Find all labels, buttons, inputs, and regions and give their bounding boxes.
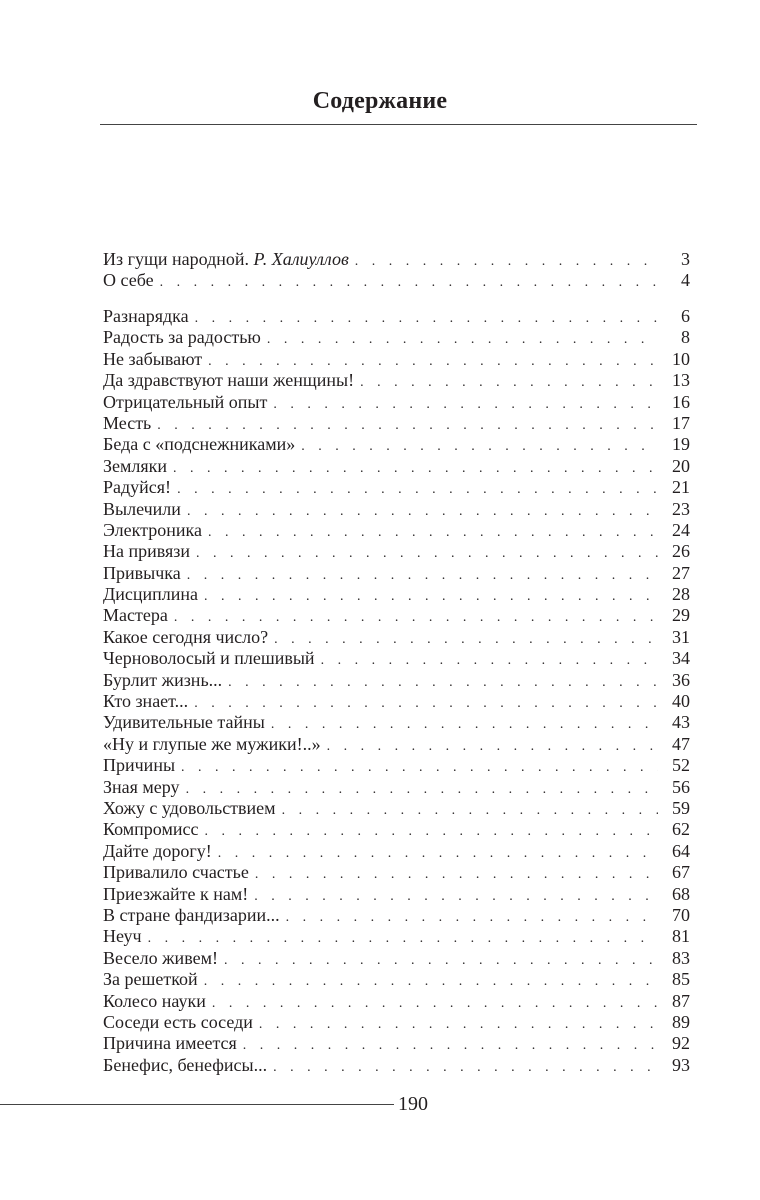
toc-entry-title: В стране фандизарии... [103, 904, 280, 925]
toc-entry-author: Р. Халиуллов [253, 249, 349, 269]
toc-entry-title: Вылечили [103, 498, 181, 519]
toc-entry[interactable] [103, 370, 690, 391]
dot-leader [327, 736, 658, 757]
toc-entry-page: 64 [672, 840, 690, 861]
toc-entry-page: 89 [672, 1011, 690, 1032]
toc-entry[interactable] [103, 905, 690, 926]
dot-leader [204, 586, 658, 607]
toc-entry-page: 87 [672, 990, 690, 1011]
toc-entry-title [103, 249, 355, 270]
dot-leader [267, 329, 658, 350]
toc-entry[interactable] [103, 349, 690, 370]
toc-entry-page: 92 [672, 1033, 690, 1054]
dot-leader [360, 372, 658, 393]
toc-entry-page: 36 [672, 669, 690, 690]
dot-leader [187, 501, 658, 522]
toc-entry-title: Мастера [103, 605, 168, 626]
toc-entry[interactable] [103, 819, 690, 840]
toc-entry-title: Причина имеется [103, 1033, 237, 1054]
toc-entry-title: Хожу с удовольствием [103, 797, 276, 818]
toc-entry-title: Радость за радостью [103, 327, 261, 348]
toc-entry[interactable] [103, 712, 690, 733]
dot-leader [204, 821, 658, 842]
dot-leader [195, 308, 658, 329]
dot-leader [273, 394, 658, 415]
toc-entry-page: 4 [681, 270, 690, 291]
toc-entry[interactable] [103, 499, 690, 520]
toc-entry-page: 17 [672, 412, 690, 433]
title-rule [100, 124, 697, 125]
dot-leader [212, 993, 658, 1014]
toc-entry-page: 3 [681, 249, 690, 269]
toc-entry[interactable] [103, 584, 690, 605]
dot-leader [274, 629, 658, 650]
toc-entry[interactable] [103, 306, 690, 327]
toc-entry-title: Неуч [103, 926, 142, 947]
toc-entry-page: 26 [672, 541, 690, 562]
dot-leader [194, 693, 658, 714]
toc-entry[interactable] [103, 1012, 690, 1033]
toc-entry-title: Отрицательный опыт [103, 391, 268, 412]
dot-leader [218, 843, 658, 864]
dot-leader [271, 714, 658, 735]
toc-entry-title: Да здравствуют наши женщины! [103, 370, 355, 391]
toc-entry[interactable] [103, 691, 690, 712]
toc-entry-title: Дайте дорогу! [103, 840, 212, 861]
page-title: Содержание [312, 88, 448, 114]
toc-entry-title: О себе [103, 270, 154, 291]
toc-entry-page: 56 [672, 776, 690, 797]
toc-entry[interactable] [103, 520, 690, 541]
toc-entry-page: 40 [672, 691, 690, 712]
toc-entry[interactable] [103, 670, 690, 691]
toc-entry-title: Не забывают [103, 348, 203, 369]
toc-entry-page: 29 [672, 605, 690, 626]
toc-entry-page: 21 [672, 477, 690, 498]
dot-leader [204, 971, 658, 992]
dot-leader [181, 757, 658, 778]
dot-leader [282, 800, 658, 821]
toc-entry[interactable] [103, 627, 690, 648]
toc-entry[interactable] [103, 392, 690, 413]
toc-entry[interactable] [103, 541, 690, 562]
toc-entry-title: Электроника [103, 519, 202, 540]
toc-entry-title: Бенефис, бенефисы... [103, 1054, 268, 1075]
toc-entry-title-text: Из гущи народной. [103, 249, 254, 269]
dot-leader [321, 650, 658, 671]
toc-entry-title: Кто знает... [103, 691, 189, 712]
toc-entry-page: 47 [672, 733, 690, 754]
toc-entry[interactable] [103, 755, 690, 776]
toc-entry[interactable] [103, 434, 690, 455]
toc-entry[interactable] [103, 327, 690, 348]
dot-leader [224, 950, 658, 971]
toc-entry-page: 93 [672, 1054, 690, 1075]
toc-entry-page: 13 [672, 370, 690, 391]
toc-entry[interactable] [103, 270, 690, 291]
toc-entry-page: 6 [681, 306, 690, 326]
toc-entry-page: 52 [672, 755, 690, 776]
dot-leader [148, 928, 658, 949]
toc-entry-title: Привалило счастье [103, 862, 249, 883]
toc-entry-title: Беда с «подснежниками» [103, 434, 296, 455]
toc-entry-page: 20 [672, 455, 690, 476]
toc-entry[interactable] [103, 798, 690, 819]
toc-entry[interactable] [103, 948, 690, 969]
toc-entry[interactable] [103, 926, 690, 947]
toc-entry[interactable] [103, 648, 690, 669]
footer-rule [0, 1104, 394, 1105]
toc-entry-title: Причины [103, 755, 176, 776]
dot-leader [273, 1057, 658, 1078]
toc-entry-title: За решеткой [103, 969, 198, 990]
toc-entry[interactable] [103, 862, 690, 883]
toc-entry[interactable] [103, 884, 690, 905]
dot-leader [208, 351, 658, 372]
toc-entry-page: 34 [672, 648, 690, 669]
toc-entry-page: 62 [672, 819, 690, 840]
toc-entry[interactable] [103, 413, 690, 434]
toc-entry-page: 10 [672, 348, 690, 369]
toc-entry-title: Месть [103, 412, 152, 433]
toc-entry-page: 70 [672, 904, 690, 925]
toc-entry-page: 85 [672, 969, 690, 990]
toc-entry-page: 83 [672, 947, 690, 968]
toc-entry[interactable] [103, 249, 690, 270]
dot-leader [254, 886, 658, 907]
toc-entry-page: 59 [672, 797, 690, 818]
dot-leader [196, 543, 658, 564]
dot-leader [355, 251, 658, 272]
toc-entry[interactable] [103, 456, 690, 477]
dot-leader [286, 907, 658, 928]
toc-entry-page: 16 [672, 391, 690, 412]
toc-entry-page: 43 [672, 712, 690, 733]
toc-entry-page: 24 [672, 519, 690, 540]
dot-leader [160, 272, 658, 293]
dot-leader [208, 522, 658, 543]
dot-leader [301, 436, 658, 457]
dot-leader [255, 864, 658, 885]
toc-entry-title: Какое сегодня число? [103, 626, 269, 647]
toc-entry[interactable] [103, 734, 690, 755]
toc-entry-title: Привычка [103, 562, 181, 583]
toc-entry-title: Земляки [103, 455, 168, 476]
toc-entry[interactable] [103, 605, 690, 626]
toc-entry-title: Колесо науки [103, 990, 206, 1011]
toc-entry[interactable] [103, 1033, 690, 1054]
dot-leader [228, 672, 658, 693]
toc-entry-title: Удивительные тайны [103, 712, 265, 733]
dot-leader [186, 779, 658, 800]
toc-entry[interactable] [103, 477, 690, 498]
toc-entry-page: 19 [672, 434, 690, 455]
toc-intro-section [103, 249, 690, 292]
toc-entry[interactable] [103, 969, 690, 990]
toc-entry-title: Дисциплина [103, 584, 199, 605]
toc-entry-title: Компромисс [103, 819, 199, 840]
toc-entry-title: На привязи [103, 541, 191, 562]
toc-entry-page: 28 [672, 584, 690, 605]
toc-entry-page: 23 [672, 498, 690, 519]
toc-main-section [103, 306, 690, 1076]
dot-leader [157, 415, 658, 436]
dot-leader [174, 607, 658, 628]
toc-entry[interactable] [103, 777, 690, 798]
toc-entry-page: 8 [681, 327, 690, 348]
toc-entry-page: 27 [672, 562, 690, 583]
toc-entry-title: Разнарядка [103, 306, 189, 326]
dot-leader [177, 479, 658, 500]
dot-leader [243, 1035, 658, 1056]
toc-entry[interactable] [103, 991, 690, 1012]
toc-entry-page: 68 [672, 883, 690, 904]
dot-leader [259, 1014, 658, 1035]
toc-entry-page: 31 [672, 626, 690, 647]
toc-entry-title: Приезжайте к нам! [103, 883, 249, 904]
dot-leader [173, 458, 658, 479]
toc-entry-title: Соседи есть соседи [103, 1011, 253, 1032]
toc-entry[interactable] [103, 563, 690, 584]
toc-entry[interactable] [103, 841, 690, 862]
toc-entry[interactable] [103, 1055, 690, 1076]
toc-entry-title: Весело живем! [103, 947, 218, 968]
toc-entry-title: Радуйся! [103, 477, 172, 498]
toc-entry-title: Бурлит жизнь... [103, 669, 223, 690]
toc-entry-title: «Ну и глупые же мужики!..» [103, 733, 321, 754]
toc-entry-page: 67 [672, 862, 690, 883]
toc-entry-page: 81 [672, 926, 690, 947]
toc-entry-title: Черноволосый и плешивый [103, 648, 315, 669]
toc-entry-title: Зная меру [103, 776, 180, 797]
page-number: 190 [398, 1093, 428, 1115]
dot-leader [187, 565, 658, 586]
